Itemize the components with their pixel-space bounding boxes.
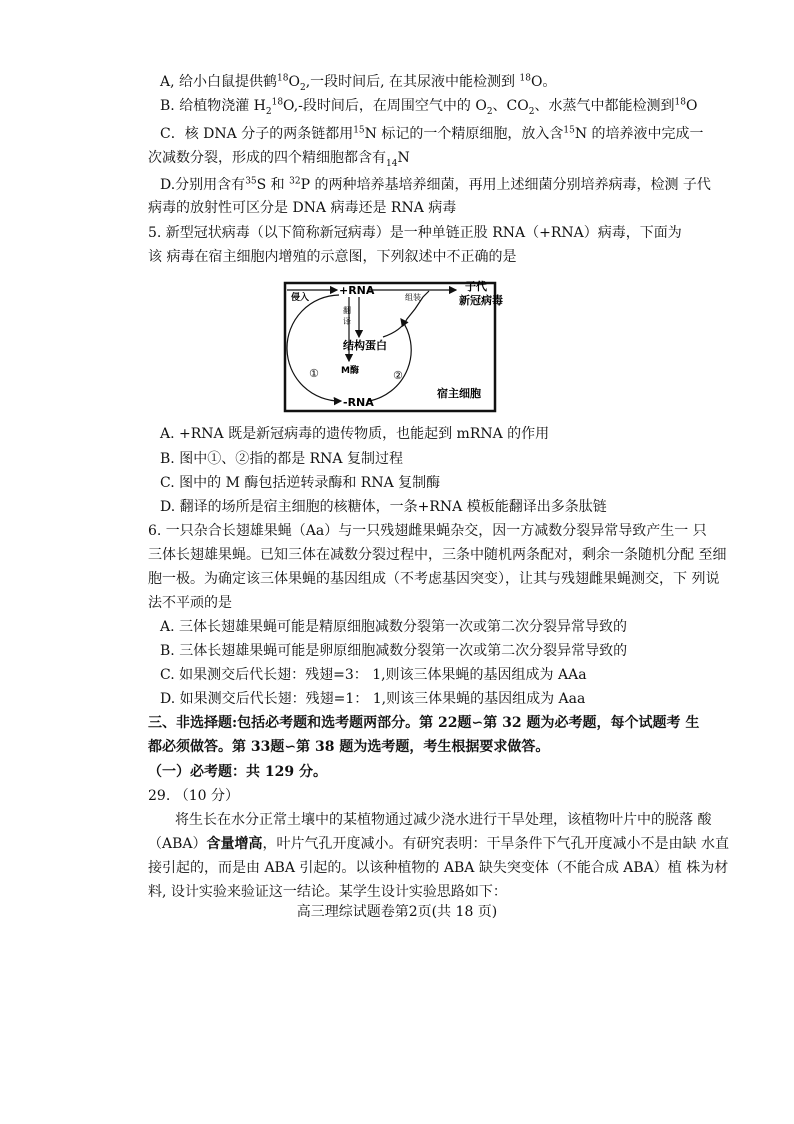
q4-c-text5: N (397, 150, 410, 166)
sub-2: 2 (528, 106, 535, 117)
minus-rna-label: -RNA (343, 396, 374, 409)
q29-content-increase: 含量增高 (206, 836, 263, 852)
sub-14: 14 (386, 158, 398, 169)
sup-18: 18 (674, 97, 686, 108)
q4-option-d-line2: 病毒的放射性可区分是 DNA 病毒还是 RNA 病毒 (148, 200, 457, 216)
q5-option-c: C. 图中的 M 酶包括逆转录酶和 RNA 复制酶 (160, 475, 441, 491)
sup-18: 18 (277, 73, 289, 84)
q6-option-b: B. 三体长翅雄果蝇可能是卵原细胞减数分裂第一次或第二次分裂异常导致的 (160, 643, 628, 659)
structural-protein-label: 结构蛋白 (343, 339, 387, 352)
replication-arc-2 (369, 319, 411, 401)
q4-b-text4: 、水蒸气中都能检测到 (534, 98, 675, 114)
offspring-label-1: 子代 (465, 280, 487, 293)
plus-rna-label: +RNA (339, 284, 375, 297)
q29-aba: （ABA） (148, 836, 207, 852)
q29-number: 29. （10 分） (148, 788, 239, 804)
q4-a-text2: O (288, 74, 300, 90)
sup-35: 35 (245, 176, 257, 187)
q4-option-a (160, 73, 556, 91)
sup-18: 18 (519, 73, 531, 84)
invade-label: 侵入 (291, 293, 310, 303)
sub-2: 2 (486, 106, 493, 117)
q4-c-text3: N 的培养液中完成一 (574, 126, 704, 142)
replication-arc-1 (287, 295, 341, 401)
q6-option-a: A. 三体长翅雄果蝇可能是精原细胞减数分裂第一次或第二次分裂异常导致的 (160, 619, 628, 635)
q4-a-text3: ,一段时间后, 在其尿液中能检测到 (305, 74, 520, 90)
q29-line2 (148, 835, 729, 853)
q4-d-text3: P 的两种培养基培养细菌，再用上述细菌分别培养病毒，检测 子代 (300, 177, 711, 193)
sup-18: 18 (271, 97, 284, 108)
q6-stem-line4: 法不平顽的是 (148, 595, 232, 611)
q4-c-text4: 次减数分裂，形成的四个精细胞都含有 (148, 150, 386, 166)
assemble-label: 组装 (405, 293, 421, 302)
translate-label-1: 翻 (343, 306, 351, 315)
q4-b-text5: O (685, 98, 698, 114)
q29-line4: 料, 设计实验来验证这一结论。某学生设计实验思路如下： (148, 884, 507, 900)
q6-option-d: D. 如果测交后代长翅：残翅=1： 1,则该三体果蝇的基因组成为 Aaa (160, 691, 586, 707)
sup-15: 15 (353, 125, 365, 136)
q5-option-b: B. 图中①、②指的都是 RNA 复制过程 (160, 451, 403, 467)
q6-stem-line2: 三体长翅雄果蝇。已知三体在减数分裂过程中，三条中随机两条配对，剩余一条随机分配 至细 (148, 547, 727, 563)
virus-replication-diagram (283, 273, 525, 415)
q4-a-text: A, 给小白鼠提供鹤 (160, 74, 278, 90)
q5-stem-line1: 5. 新型冠状病毒（以下简称新冠病毒）是一种单链正股 RNA（+RNA）病毒，下面为 (148, 225, 682, 241)
translate-label-2: 译 (343, 317, 351, 326)
circle-2-label: ② (393, 369, 403, 382)
m-enzyme-label: M酶 (341, 366, 359, 376)
q29-line2-rest: ，叶片气孔开度减小。有研究表明：干旱条件下气孔开度减小不是由缺 水直 (262, 836, 729, 852)
q4-option-c-line2 (148, 149, 410, 167)
q4-a-text4: O。 (530, 74, 557, 90)
section3-line1: 三、非选择题:包括必考题和选考题两部分。第 22题∽第 32 题为必考题，每个试题考 生 (148, 715, 700, 731)
q6-option-c: C. 如果测交后代长翅：残翅=3： 1,则该三体果蝇的基因组成为 AAa (160, 667, 587, 683)
host-cell-label: 宿主细胞 (437, 387, 481, 400)
q29-line3: 接引起的，而是由 ABA 引起的。以该种植物的 ABA 缺失突变体（不能合成 ABA）植 株为材 (148, 860, 729, 876)
q4-c-text: C．核 DNA 分子的两条链都用 (160, 126, 354, 142)
sup-15: 15 (563, 125, 575, 136)
q4-c-text2: N 标记的一个精原细胞，放入含 (364, 126, 564, 142)
page-footer: 高三理综试题卷第2页(共 18 页) (296, 904, 498, 920)
q4-b-text3: 、CO (492, 98, 529, 114)
q4-b-text: B. 给植物浇灌 H (160, 98, 266, 114)
q4-option-c-line1 (160, 125, 704, 143)
q6-stem-line1: 6. 一只杂合长翅雄果蝇（Aa）与一只残翅雌果蝇杂交，因一方减数分裂异常导致产生一 只 (148, 523, 707, 539)
section3-line2: 都必须做答。第 33题∽第 38 题为选考题，考生根据要求做答。 (148, 739, 550, 755)
q4-b-text2: O,-段时间后，在周围空气中的 O (283, 98, 487, 114)
offspring-label-2: 新冠病毒 (459, 294, 503, 307)
sub-2: 2 (299, 82, 306, 93)
circle-1-label: ① (309, 367, 319, 380)
sub-2: 2 (265, 106, 272, 117)
q4-d-text2: S 和 (256, 177, 290, 193)
required-section-heading: （一）必考题：共 129 分。 (148, 764, 327, 780)
q4-d-text: D.分别用含有 (160, 177, 246, 193)
q5-option-d: D. 翻译的场所是宿主细胞的核糖体，一条+RNA 模板能翻译出多条肽链 (160, 499, 607, 515)
q4-option-d-line1 (160, 176, 711, 194)
q5-stem-line2: 该 病毒在宿主细胞内增殖的示意图，下列叙述中不正确的是 (148, 249, 517, 265)
q4-option-b (160, 97, 697, 115)
q6-stem-line3: 胞一极。为确定该三体果蝇的基因组成（不考虑基因突变），让其与残翅雌果蝇测交，下 列说 (148, 571, 720, 587)
sup-32: 32 (289, 176, 301, 187)
q29-line1: 将生长在水分正常土壤中的某植物通过减少浇水进行干旱处理，该植物叶片中的脱落 酸 (175, 812, 712, 828)
q5-option-a: A. +RNA 既是新冠病毒的遗传物质，也能起到 mRNA 的作用 (160, 426, 550, 442)
